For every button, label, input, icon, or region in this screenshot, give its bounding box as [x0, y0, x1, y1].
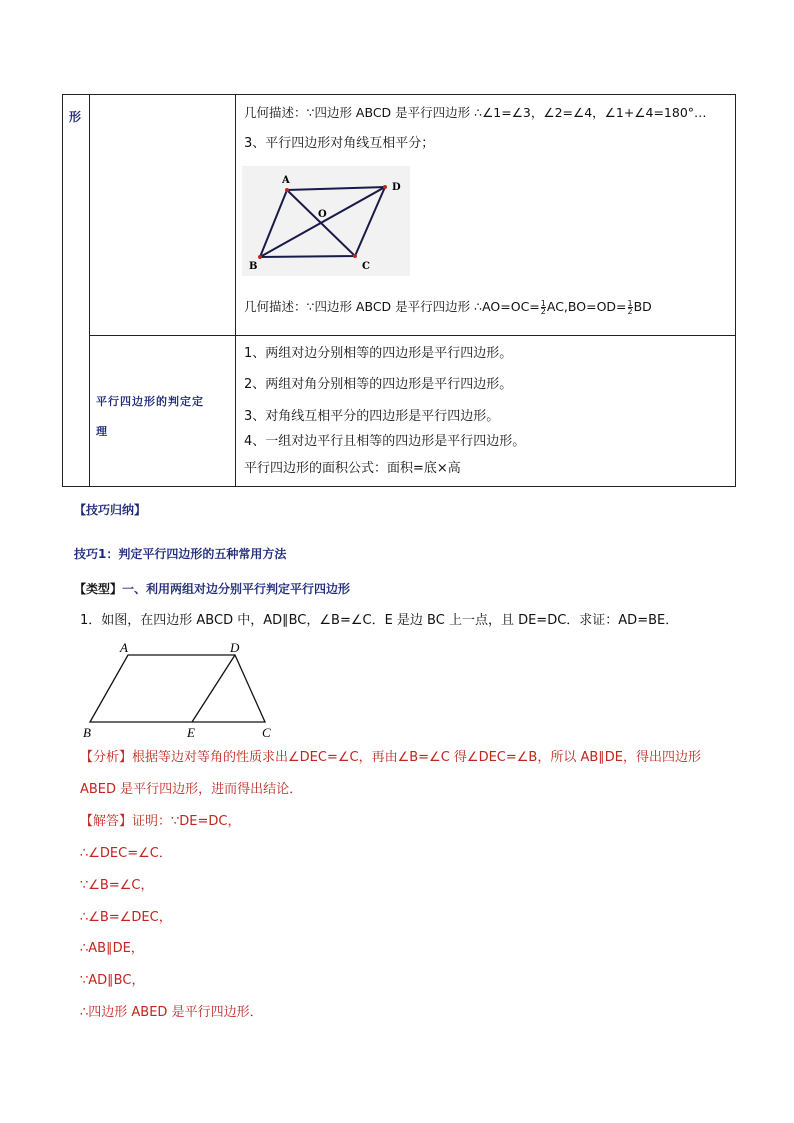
- skills-heading: 【技巧归纳】: [74, 503, 147, 517]
- label-c: C: [362, 261, 370, 272]
- analysis-label: 【分析】: [80, 750, 133, 765]
- vertex-b-dot: [258, 255, 262, 259]
- label-b: B: [249, 261, 258, 272]
- table-row-label: 形: [69, 110, 82, 124]
- half-num-2: 1: [627, 299, 633, 308]
- theorem-item-4: 4、一组对边平行且相等的四边形是平行四边形。: [244, 434, 526, 449]
- table-border-top: [62, 94, 736, 95]
- label-d: D: [230, 640, 240, 655]
- half-num-1: 1: [540, 299, 546, 308]
- analysis-line2: ABED 是平行四边形，进而得出结论．: [80, 782, 303, 797]
- table-border-right: [735, 94, 736, 487]
- table-border-bottom: [62, 486, 736, 487]
- vertex-c-dot: [353, 254, 357, 258]
- solution-text-1: 证明：∵DE=DC，: [132, 814, 241, 829]
- parallelogram-svg: [242, 166, 410, 276]
- table-col-divider-1: [89, 94, 90, 487]
- label-a: A: [282, 175, 290, 186]
- parallelogram-diagram: [242, 166, 410, 276]
- solution-step-4: ∴AB∥DE，: [80, 941, 144, 956]
- table-row-divider: [89, 335, 736, 336]
- label-d: D: [392, 182, 401, 193]
- half-fraction-2: [628, 300, 633, 315]
- solution-step-5: ∵AD∥BC，: [80, 973, 145, 988]
- determination-theorem-label: [96, 387, 228, 447]
- diagonal-bd: [260, 187, 385, 257]
- label-c: C: [262, 725, 271, 740]
- problem-statement: 1．如图，在四边形 ABCD 中，AD∥BC，∠B=∠C．E 是边 BC 上一点，且 DE=DC．求证：AD=BE．: [80, 613, 679, 628]
- problem-diagram: [80, 640, 280, 740]
- solution-step-2: ∵∠B=∠C，: [80, 878, 154, 893]
- geometry-description-halves: [244, 298, 652, 316]
- type-text: 一、利用两组对边分别平行判定平行四边形: [122, 582, 351, 596]
- analysis-text-1: 根据等边对等角的性质求出∠DEC=∠C，再由∠B=∠C 得∠DEC=∠B，所以 AB∥DE，得出四边形: [132, 750, 702, 765]
- halves-mid: AC,BO=OD=: [546, 299, 627, 314]
- type-heading: [74, 580, 350, 597]
- label-o: O: [318, 209, 327, 220]
- area-formula: 平行四边形的面积公式：面积=底×高: [244, 461, 461, 476]
- halves-prefix: 几何描述：∵四边形 ABCD 是平行四边形 ∴AO=OC=: [244, 299, 540, 314]
- property-diagonals-bisect: 3、平行四边形对角线互相平分；: [244, 136, 435, 151]
- half-fraction-1: [541, 300, 546, 315]
- label-b: B: [83, 725, 91, 740]
- determination-label-line1: 平行四边形的判定定: [96, 395, 204, 408]
- determination-label-line2: 理: [96, 425, 108, 438]
- table-border-left: [62, 94, 63, 487]
- problem-svg: [80, 640, 280, 740]
- theorem-item-2: 2、两组对角分别相等的四边形是平行四边形。: [244, 377, 513, 392]
- geometry-description-angles: 几何描述：∵四边形 ABCD 是平行四边形 ∴∠1=∠3，∠2=∠4，∠1+∠4=180°…: [244, 105, 707, 120]
- label-a: A: [120, 640, 128, 655]
- half-den-2: 2: [627, 307, 633, 316]
- half-den-1: 2: [540, 307, 546, 316]
- table-col-divider-2: [235, 94, 236, 487]
- skill1-heading: 技巧1：判定平行四边形的五种常用方法: [74, 547, 287, 561]
- solution-step-1: ∴∠DEC=∠C．: [80, 846, 172, 861]
- theorem-item-1: 1、两组对边分别相等的四边形是平行四边形。: [244, 346, 513, 361]
- solution-line1: [80, 813, 241, 831]
- analysis-line1: [80, 749, 701, 767]
- vertex-d-dot: [383, 185, 387, 189]
- label-e: E: [187, 725, 195, 740]
- vertex-a-dot: [285, 188, 289, 192]
- solution-step-3: ∴∠B=∠DEC，: [80, 910, 172, 925]
- solution-step-6: ∴四边形 ABED 是平行四边形．: [80, 1005, 263, 1020]
- type-label: 【类型】: [74, 582, 123, 596]
- theorem-item-3: 3、对角线互相平分的四边形是平行四边形。: [244, 409, 500, 424]
- trapezoid-abcd: [90, 655, 265, 722]
- solution-label: 【解答】: [80, 814, 133, 829]
- halves-end: BD: [633, 299, 652, 314]
- segment-de: [192, 655, 235, 722]
